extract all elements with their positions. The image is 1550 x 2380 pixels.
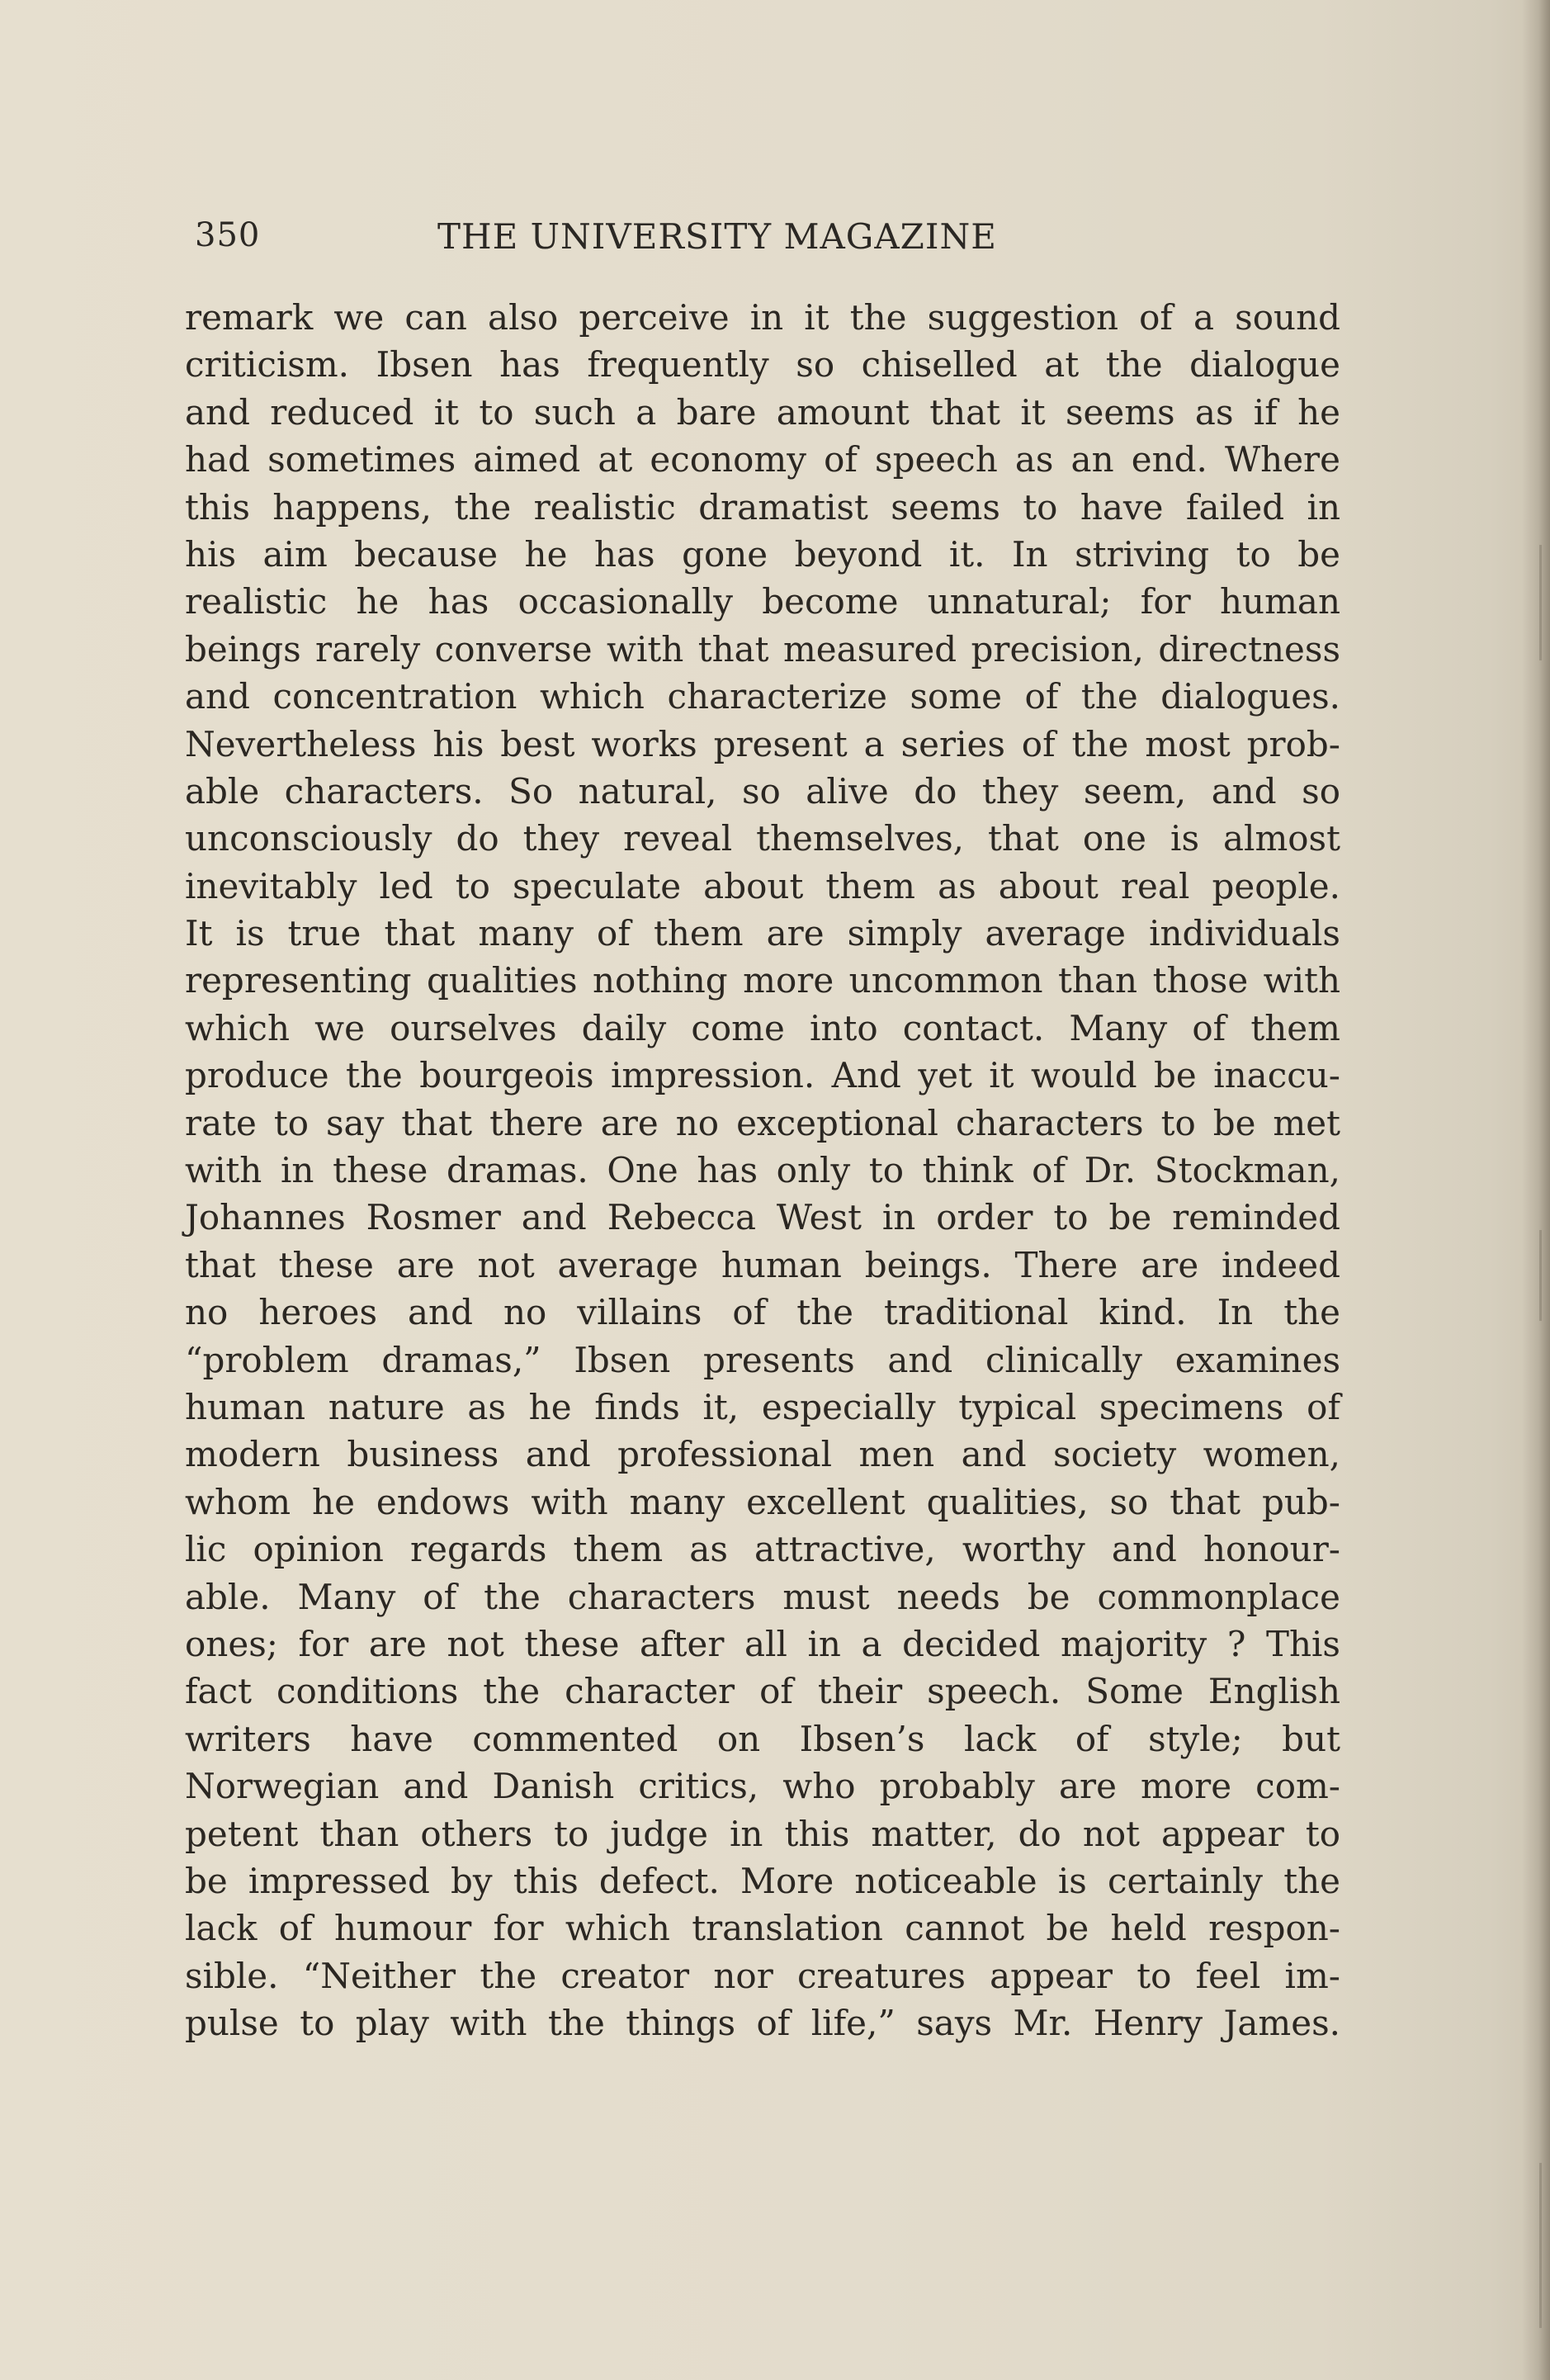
text-line: sible. “Neither the creator nor creatures appear to feel im- bbox=[185, 1955, 1340, 1996]
text-line: his aim because he has gone beyond it. In striving to be bbox=[185, 533, 1340, 575]
text-line: beings rarely converse with that measured precision, directness bbox=[185, 628, 1340, 670]
text-line: remark we can also perceive in it the suggestion of a sound bbox=[185, 297, 1340, 338]
body-text bbox=[185, 294, 1340, 2046]
page-edge-mark bbox=[1539, 545, 1542, 660]
text-line: whom he endows with many excellent qualities, so that pub- bbox=[185, 1481, 1340, 1522]
text-line: Norwegian and Danish critics, who probably are more com- bbox=[185, 1766, 1340, 1807]
running-head: THE UNIVERSITY MAGAZINE bbox=[437, 216, 997, 257]
text-line: produce the bourgeois impression. And yet it would be inaccu- bbox=[185, 1055, 1340, 1096]
text-line: lack of humour for which translation cannot be held respon- bbox=[185, 1908, 1340, 1949]
text-line: which we ourselves daily come into contact. Many of them bbox=[185, 1007, 1340, 1048]
page-number: 350 bbox=[195, 216, 261, 254]
text-line: and concentration which characterize some of the dialogues. bbox=[185, 676, 1340, 717]
text-line: Johannes Rosmer and Rebecca West in order to be reminded bbox=[185, 1197, 1340, 1238]
page-edge-mark bbox=[1539, 2163, 1542, 2328]
text-line: representing qualities nothing more uncommon than those with bbox=[185, 960, 1340, 1001]
text-line: be impressed by this defect. More noticeable is certainly the bbox=[185, 1860, 1340, 1901]
text-line: this happens, the realistic dramatist seems to have failed in bbox=[185, 486, 1340, 528]
text-line: lic opinion regards them as attractive, worthy and honour- bbox=[185, 1529, 1340, 1570]
text-line: human nature as he finds it, especially typical specimens of bbox=[185, 1386, 1340, 1427]
text-line: rate to say that there are no exceptional characters to be met bbox=[185, 1102, 1340, 1143]
text-line: It is true that many of them are simply average individuals bbox=[185, 913, 1340, 954]
text-line: fact conditions the character of their speech. Some English bbox=[185, 1671, 1340, 1712]
text-line: able. Many of the characters must needs be commonplace bbox=[185, 1576, 1340, 1617]
text-line: realistic he has occasionally become unnatural; for human bbox=[185, 581, 1340, 622]
text-line: able characters. So natural, so alive do they seem, and so bbox=[185, 770, 1340, 811]
text-line: with in these dramas. One has only to think of Dr. Stockman, bbox=[185, 1150, 1340, 1191]
text-line: criticism. Ibsen has frequently so chiselled at the dialogue bbox=[185, 344, 1340, 386]
text-line: modern business and professional men and society women, bbox=[185, 1434, 1340, 1475]
text-line: unconsciously do they reveal themselves, that one is almost bbox=[185, 818, 1340, 859]
page-edge-mark bbox=[1539, 1230, 1542, 1321]
text-line: petent than others to judge in this matter, do not appear to bbox=[185, 1813, 1340, 1854]
text-line: writers have commented on Ibsen’s lack of style; but bbox=[185, 1718, 1340, 1759]
text-line: pulse to play with the things of life,” says Mr. Henry James. bbox=[185, 2003, 1340, 2044]
text-line: “problem dramas,” Ibsen presents and clinically examines bbox=[185, 1339, 1340, 1380]
text-line: ones; for are not these after all in a decided majority ? This bbox=[185, 1623, 1340, 1664]
page-header bbox=[195, 216, 1301, 266]
text-line: had sometimes aimed at economy of speech as an end. Where bbox=[185, 439, 1340, 480]
text-line: no heroes and no villains of the traditional kind. In the bbox=[185, 1292, 1340, 1333]
page-edge-shadow bbox=[1522, 0, 1550, 2380]
text-line: that these are not average human beings. There are indeed bbox=[185, 1244, 1340, 1285]
text-line: and reduced it to such a bare amount that it seems as if he bbox=[185, 391, 1340, 433]
text-line: inevitably led to speculate about them as about real people. bbox=[185, 865, 1340, 906]
text-line: Nevertheless his best works present a series of the most prob- bbox=[185, 723, 1340, 764]
